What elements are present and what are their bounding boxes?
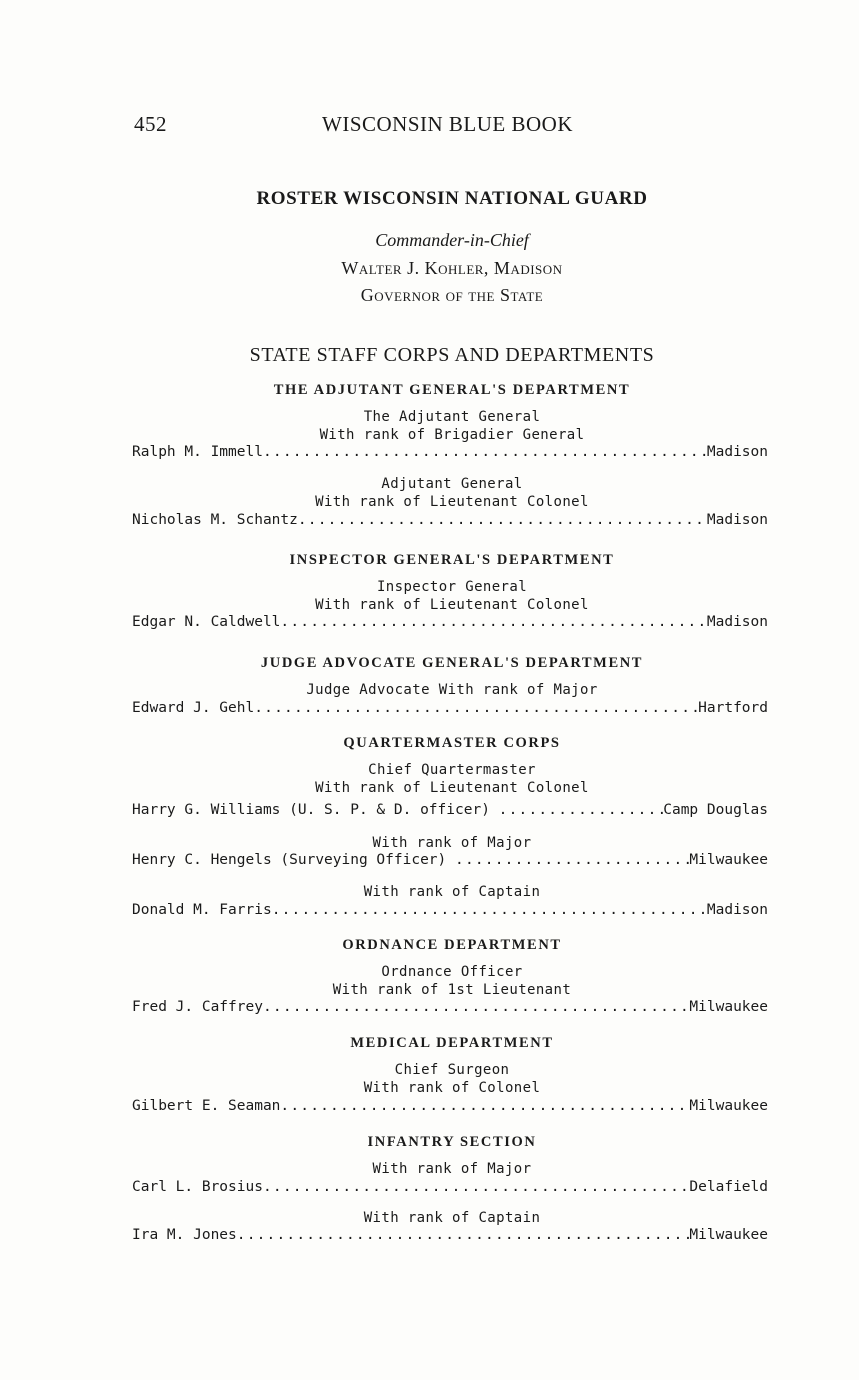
rank-line: Inspector General xyxy=(376,579,528,595)
officer-location: Milwaukee xyxy=(689,852,768,868)
dot-leader xyxy=(254,700,698,716)
dot-leader xyxy=(280,1098,689,1114)
officer-location: Milwaukee xyxy=(689,1227,768,1243)
officer-location: Delafield xyxy=(689,1179,768,1195)
officer-name: Edgar N. Caldwell xyxy=(132,614,281,630)
roster-entry xyxy=(132,1098,768,1114)
section-heading-infantry: INFANTRY SECTION xyxy=(367,1134,537,1150)
rank-line: The Adjutant General xyxy=(363,409,541,425)
roster-entry xyxy=(132,902,768,918)
staff-heading: STATE STAFF CORPS AND DEPARTMENTS xyxy=(249,344,655,366)
dot-leader xyxy=(455,852,689,868)
section-heading-ordnance: ORDNANCE DEPARTMENT xyxy=(342,937,562,953)
rank-line: Ordnance Officer xyxy=(381,964,523,980)
rank-line: With rank of Captain xyxy=(363,884,541,900)
roster-entry xyxy=(132,999,768,1015)
roster-entry xyxy=(132,1179,768,1195)
rank-line: Chief Quartermaster xyxy=(368,762,536,778)
rank-line: With rank of Colonel xyxy=(363,1080,541,1096)
page-number: 452 xyxy=(134,112,167,136)
officer-location: Hartford xyxy=(698,700,768,716)
officer-location: Milwaukee xyxy=(689,1098,768,1114)
roster-entry xyxy=(132,1227,768,1243)
dot-leader xyxy=(298,512,707,528)
officer-location: Madison xyxy=(706,902,768,918)
dot-leader xyxy=(499,802,664,818)
rank-line: Chief Surgeon xyxy=(394,1062,510,1078)
commander-role: Commander-in-Chief xyxy=(375,230,529,250)
roster-title: ROSTER WISCONSIN NATIONAL GUARD xyxy=(256,188,648,209)
officer-name: Ralph M. Immell xyxy=(132,444,263,460)
dot-leader xyxy=(263,444,707,460)
officer-name: Donald M. Farris xyxy=(132,902,272,918)
commander-title: Governor of the State xyxy=(360,285,544,305)
officer-name: Gilbert E. Seaman xyxy=(132,1098,281,1114)
rank-line: With rank of Major xyxy=(372,1161,532,1177)
dot-leader xyxy=(263,1179,689,1195)
page-header xyxy=(134,112,767,140)
rank-line: With rank of Lieutenant Colonel xyxy=(315,494,589,510)
rank-line: With rank of Captain xyxy=(363,1210,541,1226)
officer-name: Fred J. Caffrey xyxy=(132,999,263,1015)
officer-name: Ira M. Jones xyxy=(132,1227,237,1243)
rank-line: With rank of Major xyxy=(372,835,532,851)
section-heading-inspector: INSPECTOR GENERAL'S DEPARTMENT xyxy=(289,552,615,568)
rank-line: With rank of Lieutenant Colonel xyxy=(315,780,589,796)
roster-entry xyxy=(132,512,768,528)
rank-line: With rank of Lieutenant Colonel xyxy=(315,597,589,613)
roster-entry xyxy=(132,444,768,460)
dot-leader xyxy=(237,1227,690,1243)
section-heading-medical: MEDICAL DEPARTMENT xyxy=(350,1035,554,1051)
officer-location: Madison xyxy=(706,444,768,460)
rank-line: With rank of Brigadier General xyxy=(319,427,585,443)
commander-name: Walter J. Kohler, Madison xyxy=(341,258,563,278)
officer-name: Edward J. Gehl xyxy=(132,700,255,716)
officer-location: Camp Douglas xyxy=(663,802,768,818)
roster-entry xyxy=(132,700,768,716)
officer-name: Henry C. Hengels (Surveying Officer) xyxy=(132,852,456,868)
roster-entry xyxy=(132,852,768,868)
officer-name: Nicholas M. Schantz xyxy=(132,512,298,528)
officer-name: Harry G. Williams (U. S. P. & D. officer) xyxy=(132,802,499,818)
section-heading-judge-advocate: JUDGE ADVOCATE GENERAL'S DEPARTMENT xyxy=(260,655,644,671)
section-heading-adjutant: THE ADJUTANT GENERAL'S DEPARTMENT xyxy=(273,382,631,398)
rank-line: With rank of 1st Lieutenant xyxy=(332,982,572,998)
roster-entry xyxy=(132,802,768,818)
officer-location: Milwaukee xyxy=(689,999,768,1015)
officer-location: Madison xyxy=(706,512,768,528)
dot-leader xyxy=(272,902,707,918)
rank-line: Adjutant General xyxy=(381,476,523,492)
roster-entry xyxy=(132,614,768,630)
rank-line: Judge Advocate With rank of Major xyxy=(306,682,598,698)
dot-leader xyxy=(280,614,706,630)
dot-leader xyxy=(263,999,689,1015)
section-heading-quartermaster: QUARTERMASTER CORPS xyxy=(343,735,561,751)
officer-location: Madison xyxy=(706,614,768,630)
officer-name: Carl L. Brosius xyxy=(132,1179,263,1195)
running-head: WISCONSIN BLUE BOOK xyxy=(322,112,573,136)
